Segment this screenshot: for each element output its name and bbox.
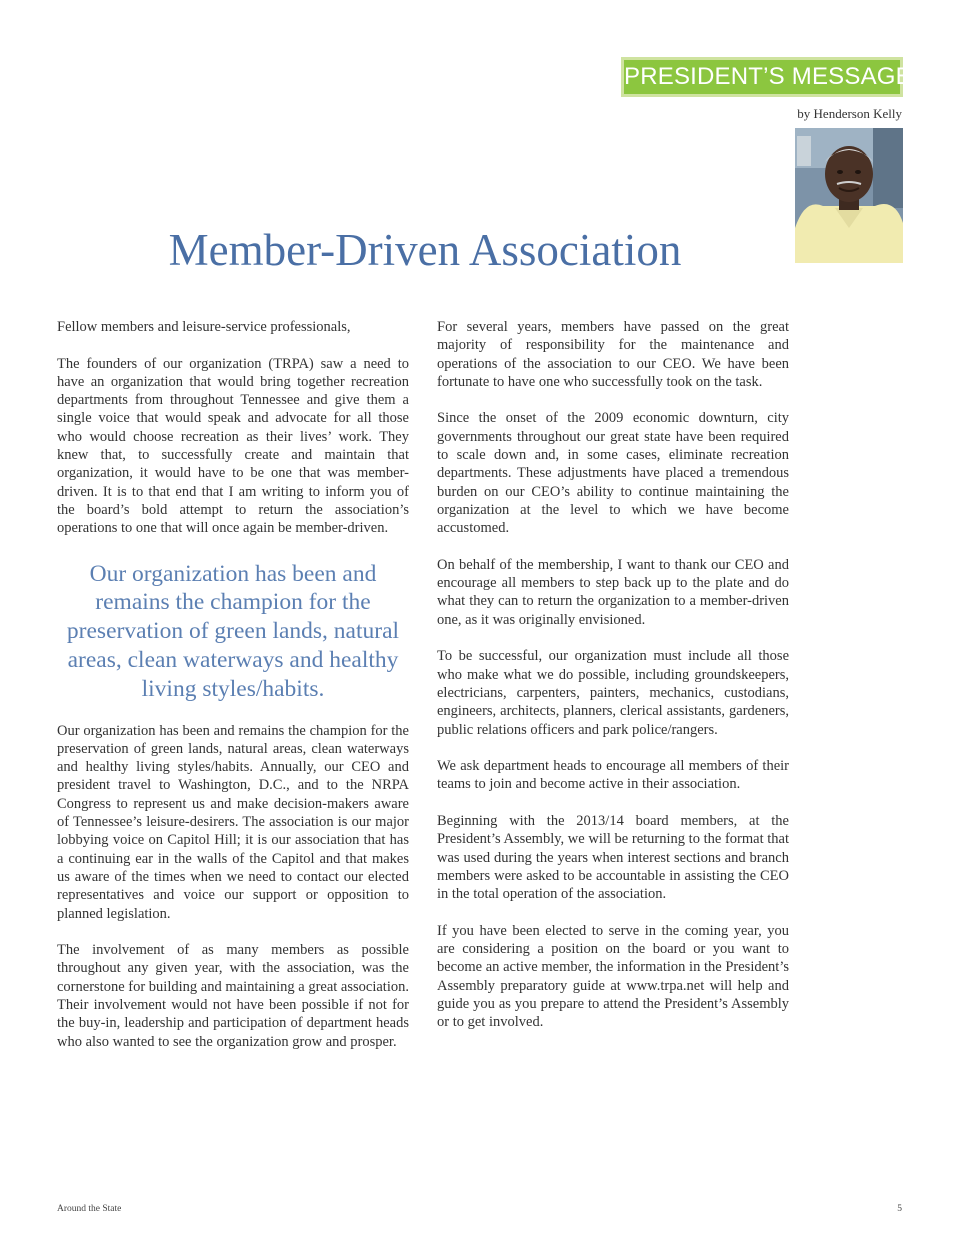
- paragraph: Beginning with the 2013/14 board members, at the President’s Assembly, we will be returning to the format that was used during the years when interest sections and branch members were asked to be accountable in assisting the CEO in the total operation of the association.: [437, 813, 789, 903]
- paragraph: We ask department heads to encourage all members of their teams to join and become active in their association.: [437, 758, 789, 793]
- right-column: [437, 318, 789, 1050]
- byline: by Henderson Kelly: [797, 106, 902, 121]
- page-number: 5: [897, 1204, 902, 1214]
- paragraph: If you have been elected to serve in the coming year, you are considering a position on the board or you want to become an active member, the information in the President’s Assembly preparatory guide at www.trpa.net will help and guide you as you prepare to attend the President’s Assembly or to get involved.: [437, 922, 789, 1031]
- footer-publication: Around the State: [57, 1204, 122, 1214]
- paragraph: Our organization has been and remains the champion for the preservation of green lands, natural areas, clean waterways and healthy living styles/habits. Annually, our CEO and president travel to Washington, D.C., and to the NRPA Congress to represent us and make decision-makers aware of Tennessee’s leisure-desirers. The association is our major lobbying voice on Capitol Hill; it is our association that has a continuing ear in the walls of the Capitol and that makes us aware of the times when we need to contact our elected representatives and voice our support or opposition to planned legislation.: [57, 722, 409, 922]
- section-label: PRESIDENT’S MESSAGE: [621, 57, 903, 97]
- paragraph: To be successful, our organization must include all those who make what we do possible, including groundskeepers, electricians, carpenters, painters, mechanics, custodians, engineers, architects, planners, clerical assistants, gardeners, public relations officers and park police/rangers.: [437, 648, 789, 738]
- paragraph: For several years, members have passed on the great majority of responsibility for the maintenance and operations of the association to our CEO. We have been fortunate to have one who successfully took on the task.: [437, 319, 789, 390]
- author-photo: [795, 128, 903, 263]
- paragraph: The founders of our organization (TRPA) saw a need to have an organization that would bring together recreation departments from throughout Tennessee and give them a single voice that would speak and advocate for all those who would choose recreation as their lives’ work. They knew that, to successfully create and maintain that organization, it would have to be one that was member-driven. It is to that end that I am writing to inform you of the board’s bold attempt to return the association’s operations to one that will once again be member-driven.: [57, 355, 409, 537]
- paragraph: Since the onset of the 2009 economic downturn, city governments throughout our great state have been required to scale down and, in some cases, eliminate recreation departments. These adjustments have placed a tremendous burden on our CEO’s ability to continue maintaining the organization at the level to which we have become accustomed.: [437, 410, 789, 537]
- left-column: [57, 318, 409, 1069]
- salutation: Fellow members and leisure-service professionals,: [57, 319, 351, 335]
- paragraph: On behalf of the membership, I want to thank our CEO and encourage all members to step back up to the plate and do what they can to return the organization to a member-driven one, as it was originally envisioned.: [437, 556, 789, 628]
- article-title: Member-Driven Association: [168, 225, 682, 275]
- paragraph: The involvement of as many members as possible throughout any given year, with the association, was the cornerstone for building and maintaining a great association. Their involvement would not have been possible if not for the buy-in, leadership and participation of department heads who also wanted to see the organization grow and prosper.: [57, 942, 409, 1050]
- pull-quote: Our organization has been and remains the champion for the preservation of green lands, natural areas, clean waterways and healthy living styles/habits.: [66, 560, 400, 702]
